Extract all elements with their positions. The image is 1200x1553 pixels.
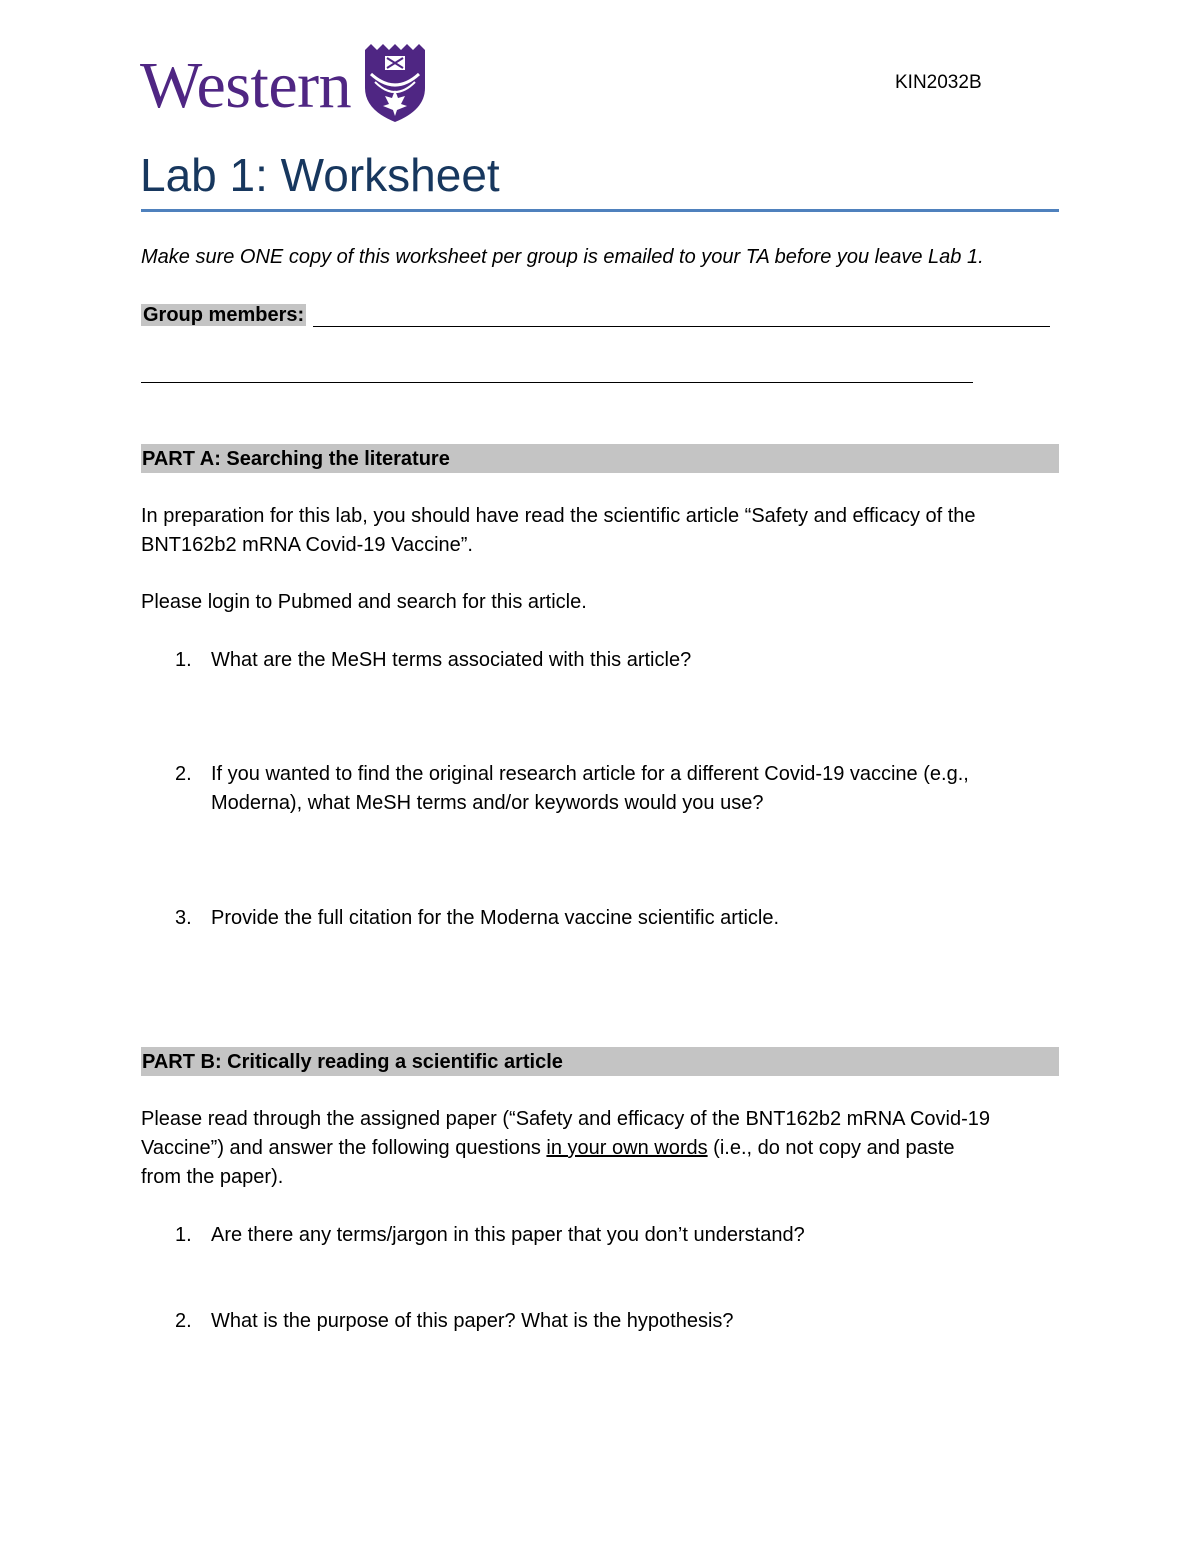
page-title: Lab 1: Worksheet [140,149,500,201]
part-a-question-3 [175,904,779,933]
part-b-intro-line3: from the paper). [141,1166,284,1188]
group-members-row [141,301,306,330]
part-a-heading-text: PART A: Searching the literature [142,448,450,470]
course-code: KIN2032B [895,72,982,93]
question-number: 1. [175,1224,192,1246]
part-b-intro-line1: Please read through the assigned paper (“Safety and efficacy of the BNT162b2 mRNA Covid-19 [141,1108,991,1130]
part-a-question-2 [175,760,969,818]
logo-wordmark: Western [140,49,352,122]
question-text-continued: Moderna), what MeSH terms and/or keywords would you use? [211,792,764,814]
question-number: 3. [175,907,192,929]
group-members-field-line1[interactable] [313,326,1050,327]
western-logo [140,44,427,126]
part-a-intro [141,502,976,560]
question-text: Are there any terms/jargon in this paper that you don’t understand? [211,1224,805,1246]
question-text: What is the purpose of this paper? What is the hypothesis? [211,1310,734,1332]
part-b-intro-line2b: (i.e., do not copy and paste [707,1137,955,1159]
question-number: 1. [175,649,192,671]
group-members-field-line2[interactable] [141,382,973,383]
part-b-question-2 [175,1307,734,1336]
title-divider [141,209,1059,212]
part-a-intro-line2: BNT162b2 mRNA Covid-19 Vaccine”. [141,534,473,556]
part-a-intro-line1: In preparation for this lab, you should have read the scientific article “Safety and efficacy of the [141,505,976,527]
group-members-label: Group members: [143,304,305,326]
part-b-heading [141,1047,1059,1076]
question-number: 2. [175,1310,192,1332]
question-text: Provide the full citation for the Moderna vaccine scientific article. [211,907,780,929]
part-b-intro-line2a: Vaccine”) and answer the following questions [141,1137,547,1159]
question-text: What are the MeSH terms associated with this article? [211,649,692,671]
part-b-heading-text: PART B: Critically reading a scientific article [142,1051,563,1073]
part-b-intro [141,1105,990,1192]
part-b-question-1 [175,1221,805,1250]
instruction-text: Make sure ONE copy of this worksheet per group is emailed to your TA before you leave Lab 1. [141,246,984,268]
question-text: If you wanted to find the original research article for a different Covid-19 vaccine (e.g., [211,763,969,785]
part-a-login-text: Please login to Pubmed and search for this article. [141,591,587,613]
question-number: 2. [175,763,192,785]
part-a-question-1 [175,646,691,675]
crest-icon [363,44,427,124]
part-a-heading [141,444,1059,473]
own-words-emphasis: in your own words [546,1137,708,1159]
